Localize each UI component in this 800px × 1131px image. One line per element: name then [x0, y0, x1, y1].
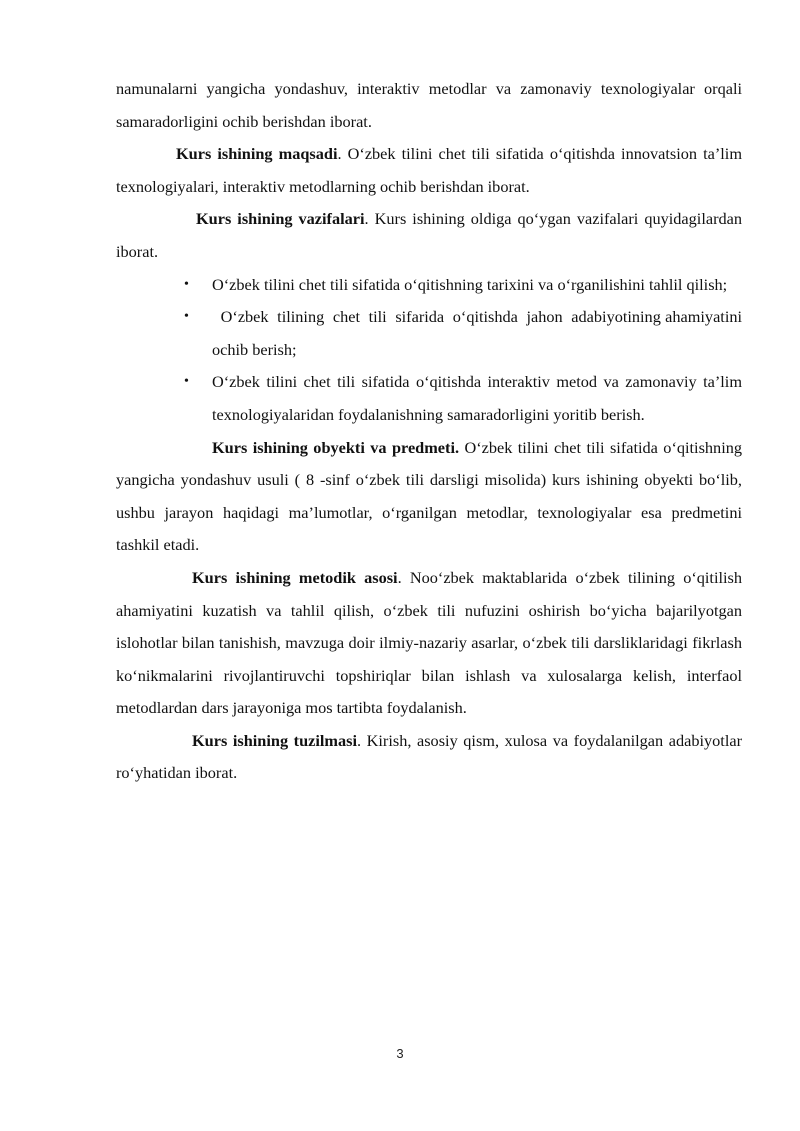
- method-paragraph: [116, 562, 742, 725]
- tasks-paragraph: [116, 203, 742, 268]
- list-item: [184, 269, 742, 302]
- page-number: 3: [396, 1046, 404, 1061]
- list-item-text: O‘zbek tilini chet tili sifatida o‘qitishda interaktiv metod va zamonaviy ta’lim texnologiyalaridan foydalanishning samaradorligini yoritib berish.: [212, 372, 742, 424]
- goal-label: Kurs ishining maqsadi: [176, 144, 338, 164]
- structure-text: . Kirish, asosiy qism, xulosa va foydalanilgan adabiyotlar ro‘yhatidan iborat.: [116, 730, 742, 783]
- method-text: . Noo‘zbek maktablarida o‘zbek tilining o‘qitilish ahamiyatini kuzatish va tahlil qilish, o‘zbek tili nufuzini oshirish bo‘yicha bajarilyotgan islohotlar bilan tanishish, mavzuga doir ilmiy-nazariy asarlar, o‘zbek tili darsliklaridagi fikrlash ko‘nikmalarini rivojlantiruvchi topshiriqlar bilan ishlash va xulosalarga kelish, interfaol metodlardan dars jarayoniga mos tartibta foydalanish.: [116, 567, 742, 718]
- tasks-text: . Kurs ishining oldiga qo‘ygan vazifalari quyidagilardan iborat.: [116, 209, 742, 261]
- list-item: [184, 366, 742, 431]
- page-body: [116, 73, 747, 790]
- object-paragraph: [116, 432, 742, 562]
- tasks-list: [116, 269, 747, 432]
- structure-label: Kurs ishining tuzilmasi: [192, 730, 357, 750]
- bullet-icon: •: [184, 309, 189, 325]
- intro-paragraph: namunalarni yangicha yondashuv, interaktiv metodlar va zamonaviy texnologiyalar orqali samaradorligini ochib berishdan iborat.: [116, 79, 742, 131]
- structure-paragraph: [116, 725, 742, 790]
- tasks-label: Kurs ishining vazifalari: [196, 209, 365, 229]
- list-item-text: O‘zbek tilining chet tili sifarida o‘qitishda jahon adabiyotining ahamiyatini ochib berish;: [212, 307, 747, 359]
- list-item-text: O‘zbek tilini chet tili sifatida o‘qitishning tarixini va o‘rganilishini tahlil qilish;: [212, 274, 728, 294]
- method-label: Kurs ishining metodik asosi: [192, 567, 398, 587]
- list-item: [184, 301, 747, 366]
- goal-text: . O‘zbek tilini chet tili sifatida o‘qitishda innovatsion ta’lim texnologiyalari, interaktiv metodlarning ochib berishdan iborat.: [116, 144, 742, 196]
- object-label: Kurs ishining obyekti va predmeti.: [212, 437, 460, 457]
- goal-paragraph: [116, 138, 742, 203]
- bullet-icon: •: [184, 374, 189, 390]
- bullet-icon: •: [184, 276, 189, 292]
- object-text: O‘zbek tilini chet tili sifatida o‘qitishning yangicha yondashuv usuli ( 8 -sinf o‘zbek tili darsligi misolida) kurs ishining obyekti bo‘lib, ushbu jarayon haqidagi ma’lumotlar, o‘rganilgan metodlar, texnologiyalar esa predmetini tashkil etadi.: [116, 437, 742, 555]
